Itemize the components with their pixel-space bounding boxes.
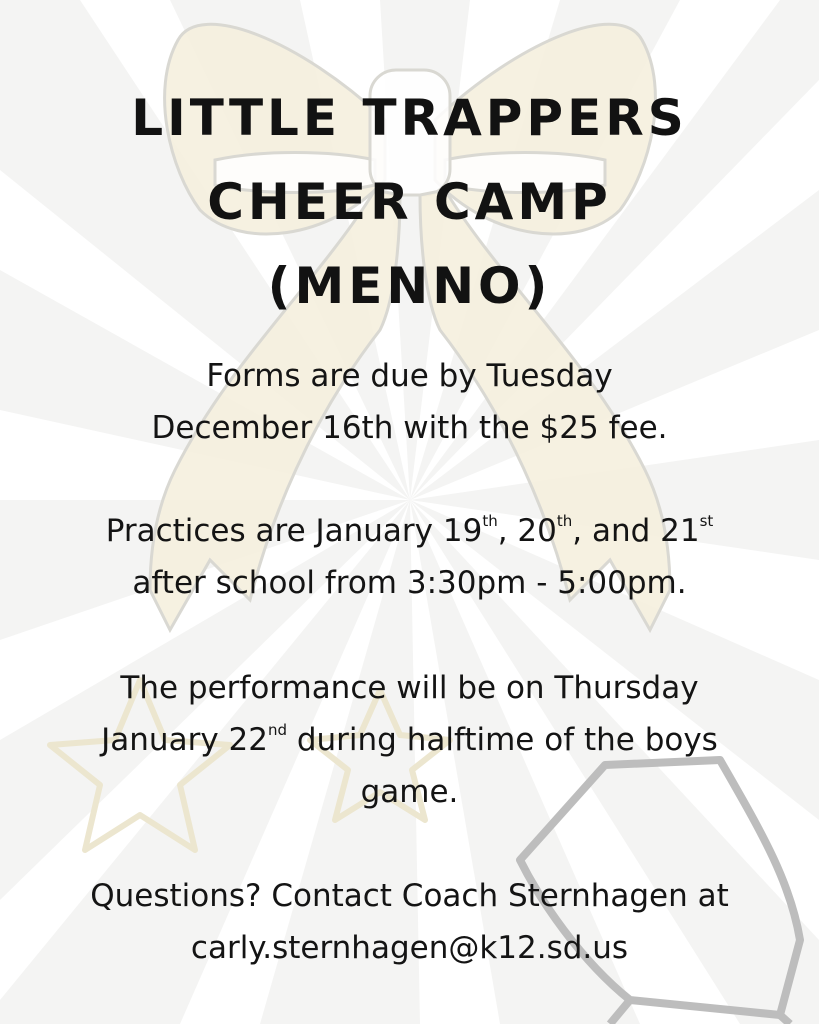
practices-line-2: after school from 3:30pm - 5:00pm. (132, 565, 687, 601)
forms-line-1: Forms are due by Tuesday (206, 358, 613, 394)
title-line-3: (MENNO) (267, 257, 552, 315)
title-line-1: LITTLE TRAPPERS (131, 89, 688, 147)
performance-line-2: January 22nd during halftime of the boys (101, 720, 718, 758)
questions-line-1: Questions? Contact Coach Sternhagen at (90, 878, 729, 914)
forms-paragraph (20, 350, 799, 454)
contact-email[interactable]: carly.sternhagen@k12.sd.us (190, 930, 629, 966)
questions-paragraph (20, 870, 799, 974)
practices-paragraph (20, 505, 799, 609)
practices-line-1: Practices are January 19th, 20th, and 21st (105, 511, 714, 549)
flyer-title (0, 76, 819, 328)
title-line-2: CHEER CAMP (207, 173, 612, 231)
performance-line-1: The performance will be on Thursday (120, 670, 699, 706)
performance-paragraph (20, 662, 799, 818)
performance-line-3: game. (360, 774, 459, 810)
forms-line-2: December 16th with the $25 fee. (151, 410, 668, 446)
